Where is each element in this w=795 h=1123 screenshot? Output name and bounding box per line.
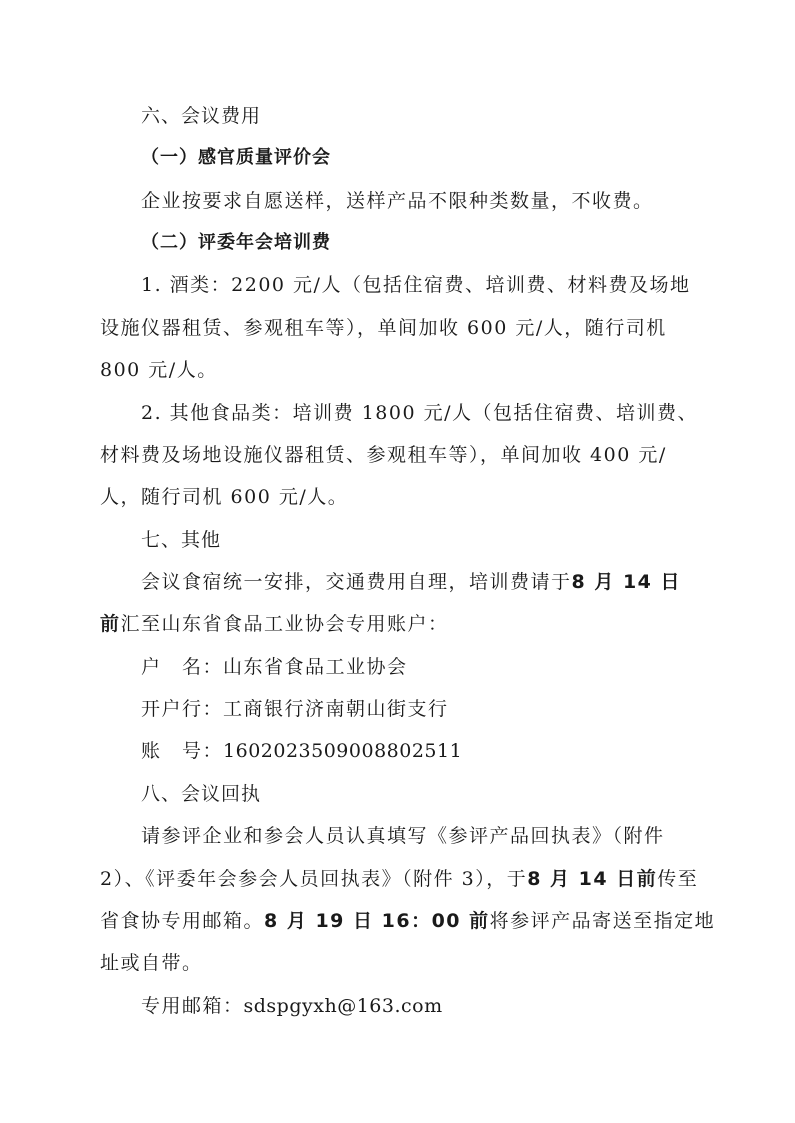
email-address[interactable]: sdspgyxh@163.com	[243, 995, 443, 1017]
fee-item-2-line-2: 材料费及场地设施仪器租赁、参观租车等），单间加收 400 元/	[100, 444, 667, 466]
section-8-title: 八、会议回执	[141, 783, 262, 805]
section-8-para-text-c: 省食协专用邮箱。	[100, 910, 265, 932]
account-name-label: 户 名：	[141, 656, 224, 678]
email-label: 专用邮箱：	[141, 995, 244, 1017]
fee-item-1-line-1: 1. 酒类：2200 元/人（包括住宿费、培训费、材料费及场地	[141, 274, 691, 296]
fee-item-1-line-2: 设施仪器租赁、参观租车等），单间加收 600 元/人，随行司机	[100, 317, 667, 339]
section-8-para-text-a: 2）、《评委年会参会人员回执表》（附件 3），于	[100, 868, 528, 890]
section-8-para-line-3	[100, 908, 715, 934]
section-8-para-line-2	[100, 866, 698, 892]
email-row	[141, 993, 443, 1019]
account-name-row	[141, 654, 408, 680]
section-7-para-rest: 汇至山东省食品工业协会专用账户：	[120, 613, 449, 635]
section-8-para-text-b: 传至	[657, 868, 699, 890]
section-7-para-line-2	[100, 611, 449, 637]
account-name-value: 山东省食品工业协会	[223, 656, 408, 678]
deadline-suffix: 前	[100, 613, 121, 635]
deadline-date: 8 月 14 日	[571, 571, 682, 593]
account-bank-value: 工商银行济南朝山街支行	[223, 698, 449, 720]
section-8-para-line-1: 请参评企业和参会人员认真填写《参评产品回执表》（附件	[141, 825, 665, 847]
fee-item-2-line-1: 2. 其他食品类：培训费 1800 元/人（包括住宿费、培训费、	[141, 402, 699, 424]
section-6-title: 六、会议费用	[141, 105, 262, 127]
receipt-deadline: 8 月 14 日前	[527, 868, 658, 890]
section-8-para-line-4: 址或自带。	[100, 952, 203, 974]
section-7-para-text: 会议食宿统一安排，交通费用自理，培训费请于	[141, 571, 572, 593]
section-7-para-line-1	[141, 569, 681, 595]
section-8-para-text-d: 将参评产品寄送至指定地	[489, 910, 716, 932]
section-6-sub-2-title: （二）评委年会培训费	[141, 232, 331, 253]
account-bank-label: 开户行：	[141, 698, 224, 720]
sample-deadline: 8 月 19 日 16：00 前	[264, 910, 490, 932]
account-bank-row	[141, 696, 449, 722]
fee-item-1-line-3: 800 元/人。	[100, 359, 218, 381]
account-number-label: 账 号：	[141, 740, 224, 762]
section-7-title: 七、其他	[141, 529, 222, 551]
account-number-value: 1602023509008802511	[223, 740, 463, 762]
account-number-row	[141, 738, 462, 764]
section-6-sub-1-title: （一）感官质量评价会	[141, 147, 331, 168]
fee-item-2-line-3: 人，随行司机 600 元/人。	[100, 486, 349, 508]
section-6-sub-1-text: 企业按要求自愿送样，送样产品不限种类数量，不收费。	[141, 190, 654, 212]
